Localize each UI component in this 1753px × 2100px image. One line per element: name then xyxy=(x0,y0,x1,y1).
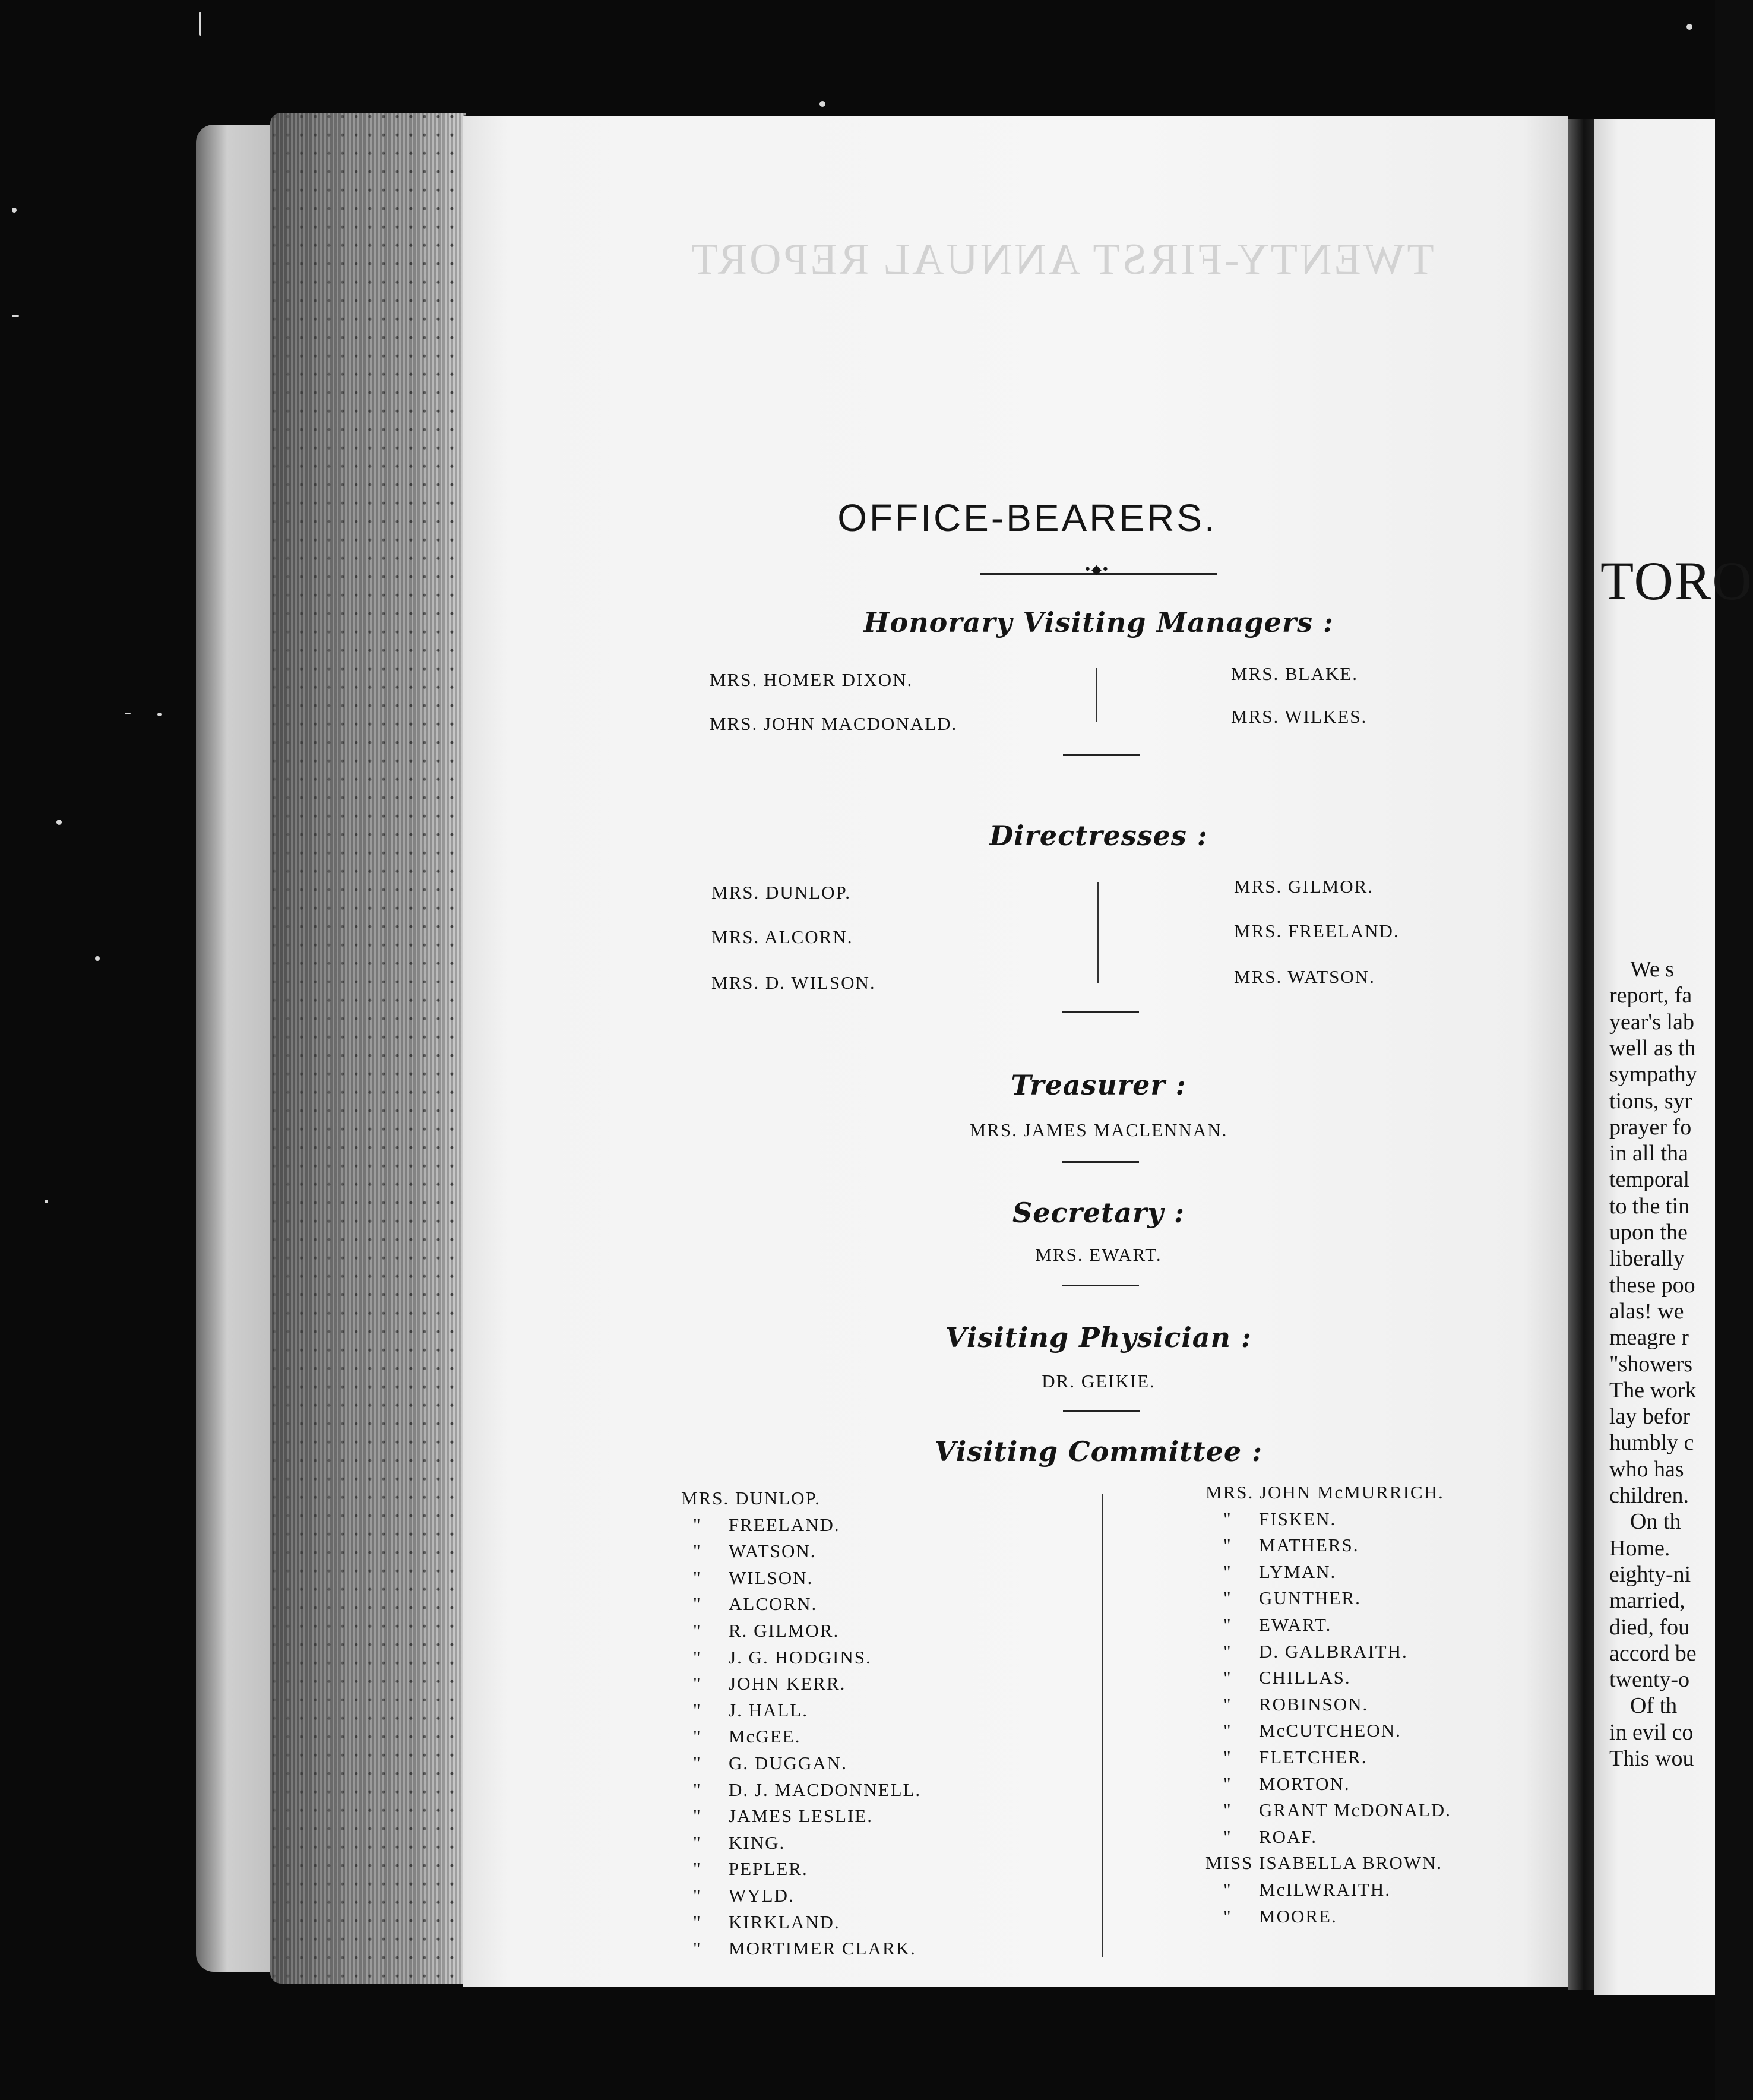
committee-member xyxy=(1205,1773,1451,1800)
committee-member-name: D. GALBRAITH. xyxy=(1259,1640,1408,1662)
facing-page-line: twenty-o xyxy=(1609,1667,1690,1693)
book-page-edges xyxy=(270,113,466,1984)
dust-speck xyxy=(819,101,825,107)
facing-page-line: tions, syr xyxy=(1609,1088,1692,1114)
section-rule xyxy=(1062,1011,1139,1013)
committee-member xyxy=(681,1567,921,1594)
committee-member-name: ROAF. xyxy=(1259,1826,1317,1847)
committee-member xyxy=(1205,1587,1451,1614)
section-rule xyxy=(1063,754,1140,756)
ditto-mark: " xyxy=(693,1699,702,1721)
secretary-name: MRS. EWART. xyxy=(1035,1244,1162,1265)
facing-page-line: eighty-ni xyxy=(1609,1561,1691,1587)
physician-heading: Visiting Physician : xyxy=(945,1321,1252,1353)
ditto-mark: " xyxy=(1223,1773,1232,1794)
column-divider xyxy=(1096,668,1097,722)
section-rule xyxy=(1062,1285,1139,1286)
committee-member xyxy=(1205,1561,1451,1588)
committee-member xyxy=(681,1700,921,1726)
facing-page-line: children. xyxy=(1609,1483,1689,1508)
treasurer-heading: Treasurer : xyxy=(1011,1069,1186,1101)
committee-member xyxy=(681,1673,921,1700)
dust-speck xyxy=(125,713,131,714)
ditto-mark: " xyxy=(1223,1640,1232,1662)
facing-page-line: sympathy xyxy=(1609,1062,1697,1087)
committee-member-name: WATSON. xyxy=(729,1541,817,1562)
facing-page-line: The work xyxy=(1609,1377,1697,1403)
ditto-mark: " xyxy=(1223,1693,1232,1715)
dust-speck xyxy=(12,315,19,317)
committee-member-name: ALCORN. xyxy=(729,1593,818,1615)
committee-heading: Visiting Committee : xyxy=(934,1435,1263,1468)
manager-name: MRS. JOHN MACDONALD. xyxy=(710,713,958,734)
ditto-mark: " xyxy=(693,1620,702,1641)
facing-page-line: died, fou xyxy=(1609,1614,1690,1640)
ditto-mark: " xyxy=(1223,1587,1232,1609)
committee-member xyxy=(681,1726,921,1753)
ditto-mark: " xyxy=(693,1726,702,1747)
treasurer-name: MRS. JAMES MACLENNAN. xyxy=(969,1119,1228,1140)
committee-member-name: KIRKLAND. xyxy=(729,1911,840,1933)
committee-member xyxy=(1205,1852,1451,1879)
committee-member-name: MRS. JOHN McMURRICH. xyxy=(1205,1482,1444,1503)
committee-member xyxy=(1205,1747,1451,1773)
facing-page-line: "showers xyxy=(1609,1351,1693,1377)
ditto-mark: " xyxy=(1223,1878,1232,1900)
physician-name: DR. GEIKIE. xyxy=(1042,1371,1156,1391)
facing-page-line: well as th xyxy=(1609,1035,1696,1061)
committee-member-name: D. J. MACDONNELL. xyxy=(729,1779,922,1800)
facing-page-line: these poo xyxy=(1609,1272,1695,1298)
directresses-heading: Directresses : xyxy=(989,820,1208,852)
committee-member xyxy=(1205,1482,1451,1508)
facing-page-heading: TORO xyxy=(1600,551,1753,611)
facing-page-line: in all tha xyxy=(1609,1141,1688,1166)
ditto-mark: " xyxy=(693,1779,702,1800)
ditto-mark: " xyxy=(693,1911,702,1933)
committee-right-list xyxy=(1205,1482,1451,1932)
committee-member-name: CHILLAS. xyxy=(1259,1667,1351,1688)
facing-page-line: liberally xyxy=(1609,1246,1685,1272)
facing-page-line: accord be xyxy=(1609,1640,1697,1666)
committee-member-name: FLETCHER. xyxy=(1259,1746,1368,1767)
dust-speck xyxy=(56,820,62,825)
facing-page-line: upon the xyxy=(1609,1220,1688,1245)
dust-speck xyxy=(157,713,162,716)
committee-member-name: McGEE. xyxy=(729,1726,801,1747)
committee-member xyxy=(681,1488,921,1514)
facing-page-line: alas! we xyxy=(1609,1298,1684,1324)
committee-left-list xyxy=(681,1488,921,1965)
committee-member-name: EWART. xyxy=(1259,1614,1332,1635)
facing-page-line: meagre r xyxy=(1609,1325,1689,1351)
facing-page-line: married, xyxy=(1609,1588,1685,1614)
committee-member xyxy=(681,1753,921,1779)
ditto-mark: " xyxy=(1223,1535,1232,1556)
committee-member-name: WILSON. xyxy=(729,1567,814,1588)
facing-page-line: lay befor xyxy=(1609,1404,1691,1429)
facing-page-line: Of th xyxy=(1630,1693,1678,1719)
ditto-mark: " xyxy=(693,1858,702,1880)
committee-member-name: FREELAND. xyxy=(729,1514,840,1535)
page-title: OFFICE-BEARERS. xyxy=(837,496,1217,539)
committee-member-name: MATHERS. xyxy=(1259,1535,1359,1556)
committee-member-name: R. GILMOR. xyxy=(729,1620,840,1641)
committee-member xyxy=(1205,1879,1451,1906)
ditto-mark: " xyxy=(693,1884,702,1906)
facing-page-line: to the tin xyxy=(1609,1193,1690,1219)
ditto-mark: " xyxy=(693,1646,702,1668)
facing-page-line: prayer fo xyxy=(1609,1114,1692,1140)
ditto-mark: " xyxy=(1223,1746,1232,1767)
dust-speck xyxy=(12,208,17,213)
committee-member-name: G. DUGGAN. xyxy=(729,1752,847,1773)
committee-member xyxy=(681,1647,921,1674)
committee-member xyxy=(681,1541,921,1567)
committee-member xyxy=(681,1938,921,1965)
committee-member-name: FISKEN. xyxy=(1259,1508,1337,1529)
managers-heading: Honorary Visiting Managers : xyxy=(863,606,1334,638)
section-rule xyxy=(1063,1410,1140,1412)
committee-member xyxy=(1205,1906,1451,1933)
ditto-mark: " xyxy=(693,1752,702,1773)
facing-page-line: year's lab xyxy=(1609,1009,1694,1035)
ditto-mark: " xyxy=(1223,1826,1232,1847)
committee-member-name: MORTON. xyxy=(1259,1773,1350,1794)
ditto-mark: " xyxy=(1223,1667,1232,1688)
manager-name: MRS. BLAKE. xyxy=(1231,663,1359,684)
committee-member xyxy=(1205,1826,1451,1853)
facing-page xyxy=(1594,119,1753,1995)
directress-name: MRS. D. WILSON. xyxy=(711,972,876,993)
committee-member-name: ROBINSON. xyxy=(1259,1693,1369,1715)
ditto-mark: " xyxy=(693,1805,702,1827)
committee-member xyxy=(1205,1535,1451,1561)
column-divider xyxy=(1097,882,1099,983)
committee-member xyxy=(1205,1641,1451,1668)
book-page xyxy=(463,116,1568,1987)
ditto-mark: " xyxy=(693,1673,702,1694)
committee-member-name: GRANT McDONALD. xyxy=(1259,1799,1451,1821)
committee-member-name: JAMES LESLIE. xyxy=(729,1805,873,1827)
committee-member-name: McILWRAITH. xyxy=(1259,1878,1391,1900)
facing-page-line: temporal xyxy=(1609,1167,1690,1193)
ditto-mark: " xyxy=(1223,1508,1232,1529)
facing-page-line: We s xyxy=(1630,957,1674,982)
manager-name: MRS. WILKES. xyxy=(1231,706,1368,727)
committee-member-name: PEPLER. xyxy=(729,1858,808,1880)
committee-member xyxy=(1205,1720,1451,1747)
column-divider xyxy=(1102,1494,1103,1957)
ditto-mark: " xyxy=(1223,1799,1232,1821)
committee-member xyxy=(681,1593,921,1620)
book-gutter xyxy=(1568,119,1594,1990)
facing-page-line: On th xyxy=(1630,1509,1681,1535)
ditto-mark: " xyxy=(1223,1905,1232,1927)
committee-member xyxy=(1205,1694,1451,1721)
dust-speck xyxy=(95,956,100,961)
committee-member-name: MORTIMER CLARK. xyxy=(729,1938,916,1959)
committee-member-name: MRS. DUNLOP. xyxy=(681,1488,821,1508)
ditto-mark: " xyxy=(1223,1614,1232,1635)
committee-member-name: LYMAN. xyxy=(1259,1561,1337,1582)
committee-member-name: KING. xyxy=(729,1832,786,1853)
committee-member xyxy=(681,1912,921,1938)
committee-member xyxy=(681,1832,921,1859)
committee-member xyxy=(681,1514,921,1541)
facing-page-line: humbly c xyxy=(1609,1430,1694,1456)
ditto-mark: " xyxy=(693,1593,702,1615)
committee-member xyxy=(681,1885,921,1912)
committee-member-name: JOHN KERR. xyxy=(729,1673,846,1694)
committee-member xyxy=(681,1858,921,1885)
ditto-mark: " xyxy=(693,1541,702,1562)
ditto-mark: " xyxy=(1223,1561,1232,1582)
facing-page-line: This wou xyxy=(1609,1746,1694,1771)
committee-member xyxy=(681,1805,921,1832)
dust-speck xyxy=(1686,24,1692,30)
show-through-text: TWENTY-FIRST ANNUAL REPORT xyxy=(689,235,1434,284)
facing-page-line: in evil co xyxy=(1609,1719,1694,1745)
directress-name: MRS. WATSON. xyxy=(1234,966,1375,987)
section-rule xyxy=(1062,1161,1139,1163)
committee-member-name: GUNTHER. xyxy=(1259,1587,1361,1609)
committee-member xyxy=(681,1620,921,1647)
committee-member xyxy=(681,1779,921,1806)
committee-member-name: J. HALL. xyxy=(729,1699,808,1721)
committee-member-name: MOORE. xyxy=(1259,1905,1337,1927)
committee-member-name: J. G. HODGINS. xyxy=(729,1646,872,1668)
directress-name: MRS. ALCORN. xyxy=(711,926,853,947)
ditto-mark: " xyxy=(1223,1720,1232,1741)
committee-member xyxy=(1205,1799,1451,1826)
dust-speck xyxy=(199,12,201,36)
directress-name: MRS. GILMOR. xyxy=(1234,876,1374,897)
ditto-mark: " xyxy=(693,1514,702,1535)
directress-name: MRS. FREELAND. xyxy=(1234,921,1400,941)
committee-member xyxy=(1205,1614,1451,1641)
committee-member-name: MISS ISABELLA BROWN. xyxy=(1205,1852,1443,1874)
committee-member-name: WYLD. xyxy=(729,1884,795,1906)
ditto-mark: " xyxy=(693,1938,702,1959)
dust-speck xyxy=(45,1200,48,1203)
secretary-heading: Secretary : xyxy=(1012,1197,1185,1229)
ditto-mark: " xyxy=(693,1832,702,1853)
committee-member-name: McCUTCHEON. xyxy=(1259,1720,1401,1741)
committee-member xyxy=(1205,1667,1451,1694)
facing-page-line: who has xyxy=(1609,1456,1684,1482)
facing-page-line: report, fa xyxy=(1609,983,1692,1008)
ditto-mark: " xyxy=(693,1567,702,1588)
ornament-dots: •◆• xyxy=(1084,562,1109,577)
committee-member xyxy=(1205,1508,1451,1535)
directress-name: MRS. DUNLOP. xyxy=(711,882,852,903)
manager-name: MRS. HOMER DIXON. xyxy=(710,669,913,690)
facing-page-line: Home. xyxy=(1609,1535,1670,1561)
